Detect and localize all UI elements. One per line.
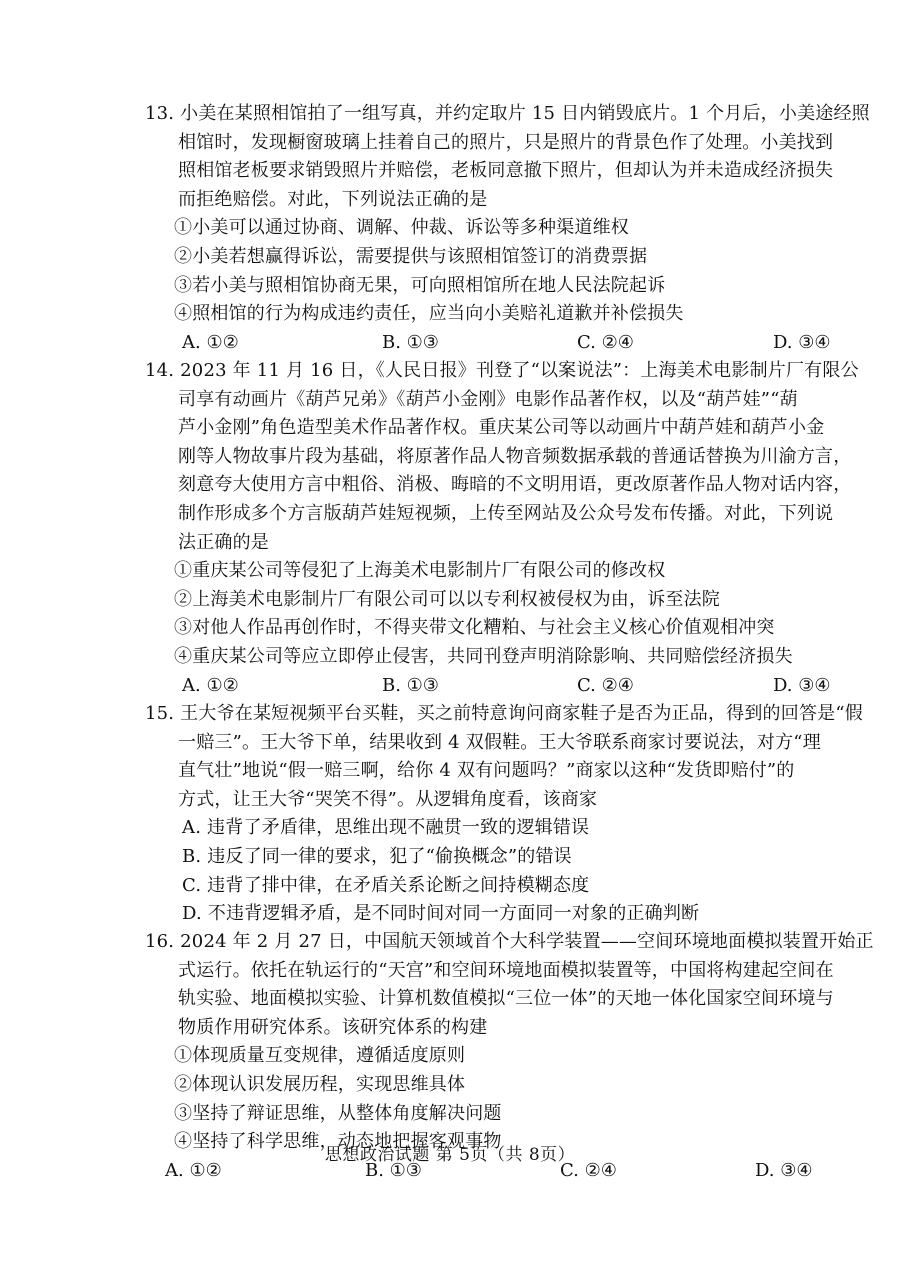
answer-choices: [145, 329, 865, 358]
answer-option-a: A. 违背了矛盾律，思维出现不融贯一致的逻辑错误: [182, 817, 590, 839]
question-stem-line: 14. 2023 年 11 月 16 日，《人民日报》刊登了“以案说法”：上海美术电影制片厂有限公: [145, 360, 859, 381]
choice-b: B. ①③: [382, 331, 439, 353]
statement-option: ②上海美术电影制片厂有限公司可以以专利权被侵权为由，诉至法院: [174, 588, 720, 610]
choice-c: C. ②④: [577, 674, 634, 696]
statement-option: ③若小美与照相馆协商无果，可向照相馆所在地人民法院起诉: [174, 274, 666, 296]
question-stem-line: 式运行。依托在轨运行的“天宫”和空间环境地面模拟装置等，中国将构建起空间在: [178, 959, 834, 981]
statement-option: ②小美若想赢得诉讼，需要提供与该照相馆签订的消费票据: [174, 245, 648, 267]
question-stem-line: 芦小金刚”角色造型美术作品著作权。重庆某公司等以动画片中葫芦娃和葫芦小金: [178, 417, 825, 439]
question-stem-line: 法正确的是: [178, 531, 269, 553]
choice-a: A. ①②: [182, 331, 239, 353]
question-stem-line: 相馆时，发现橱窗玻璃上挂着自己的照片，只是照片的背景色作了处理。小美找到: [178, 131, 834, 153]
question-stem-line: 刻意夸大使用方言中粗俗、消极、晦暗的不文明用语，更改原著作品人物对话内容，: [178, 474, 852, 496]
choice-c: C. ②④: [577, 331, 634, 353]
statement-option: ①体现质量互变规律，遵循适度原则: [174, 1045, 466, 1067]
choice-d: D. ③④: [773, 674, 831, 696]
statement-option: ③坚持了辩证思维，从整体角度解决问题: [174, 1102, 502, 1124]
question-stem-line: 照相馆老板要求销毁照片并赔偿，老板同意撤下照片，但却认为并未造成经济损失: [178, 160, 834, 182]
choice-b: B. ①③: [365, 1159, 422, 1181]
choice-a: A. ①②: [165, 1159, 222, 1181]
statement-option: ④重庆某公司等应立即停止侵害，共同刊登声明消除影响、共同赔偿经济损失: [174, 645, 793, 667]
question-13: [145, 100, 870, 357]
choice-a: A. ①②: [182, 674, 239, 696]
question-stem-line: 一赔三”。王大爷下单，结果收到 4 双假鞋。王大爷联系商家讨要说法，对方“理: [178, 731, 821, 753]
question-14: [145, 357, 865, 700]
choice-d: D. ③④: [755, 1159, 813, 1181]
question-stem-line: 13. 小美在某照相馆拍了一组写真，并约定取片 15 日内销毁底片。1 个月后，小美途经照: [145, 103, 870, 124]
question-stem-line: 16. 2024 年 2 月 27 日，中国航天领域首个大科学装置——空间环境地面模拟装置开始正: [145, 931, 874, 952]
question-stem-line: 司享有动画片《葫芦兄弟》《葫芦小金刚》电影作品著作权，以及“葫芦娃”“葫: [178, 388, 798, 410]
question-stem-line: 方式，让王大爷“哭笑不得”。从逻辑角度看，该商家: [178, 788, 598, 810]
statement-option: ①重庆某公司等侵犯了上海美术电影制片厂有限公司的修改权: [174, 560, 666, 582]
answer-option-b: B. 违反了同一律的要求，犯了“偷换概念”的错误: [182, 845, 572, 867]
question-15: [145, 700, 865, 929]
statement-option: ①小美可以通过协商、调解、仲裁、诉讼等多种渠道维权: [174, 217, 629, 239]
choice-d: D. ③④: [773, 331, 831, 353]
question-stem-line: 15. 王大爷在某短视频平台买鞋，买之前特意询问商家鞋子是否为正品，得到的回答是“假: [145, 703, 863, 724]
choice-c: C. ②④: [560, 1159, 617, 1181]
question-stem-line: 刚等人物故事片段为基础，将原著作品人物音频数据承载的普通话替换为川渝方言，: [178, 445, 852, 467]
statement-option: ②体现认识发展历程，实现思维具体: [174, 1073, 466, 1095]
statement-option: ④坚持了科学思维，动态地把握客观事物: [174, 1131, 502, 1153]
question-stem-line: 而拒绝赔偿。对此，下列说法正确的是: [178, 188, 488, 210]
question-stem-line: 制作形成多个方言版葫芦娃短视频，上传至网站及公众号发布传播。对此，下列说: [178, 502, 834, 524]
answer-choices: [145, 672, 865, 701]
question-stem-line: 直气壮”地说“假一赔三啊，给你 4 双有问题吗？”商家以这种“发货即赔付”的: [178, 760, 795, 782]
statement-option: ④照相馆的行为构成违约责任，应当向小美赔礼道歉并补偿损失: [174, 303, 684, 325]
choice-b: B. ①③: [382, 674, 439, 696]
answer-option-d: D. 不违背逻辑矛盾，是不同时间对同一方面同一对象的正确判断: [182, 903, 700, 925]
answer-option-c: C. 违背了排中律，在矛盾关系论断之间持模糊态度: [182, 874, 590, 896]
page-footer: 思想政治试题 第 5页（共 8页）: [324, 1145, 576, 1165]
question-stem-line: 轨实验、地面模拟实验、计算机数值模拟“三位一体”的天地一体化国家空间环境与: [178, 988, 834, 1010]
statement-option: ③对他人作品再创作时，不得夹带文化糟粕、与社会主义核心价值观相冲突: [174, 617, 775, 639]
question-stem-line: 物质作用研究体系。该研究体系的构建: [178, 1016, 488, 1038]
